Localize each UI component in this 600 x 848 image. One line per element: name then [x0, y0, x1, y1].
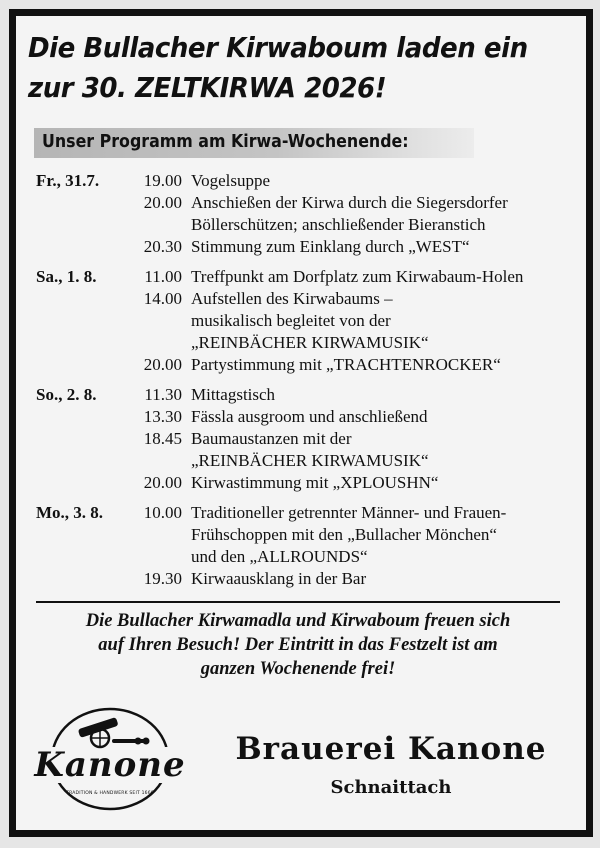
closing-message: [30, 609, 566, 681]
entry-time: 19.30: [143, 569, 182, 588]
day-label: [36, 428, 128, 472]
kanone-logo: [34, 705, 186, 813]
schedule-entry: [36, 288, 566, 354]
day-label: [36, 472, 128, 494]
entry-description: [191, 266, 566, 288]
entry-description: [191, 568, 566, 590]
entry-time: 18.45: [143, 429, 182, 448]
entry-time: 20.30: [143, 237, 182, 256]
schedule-day: [36, 502, 566, 590]
brewery-name: Brauerei Kanone: [235, 731, 547, 767]
schedule-entry: [36, 406, 566, 428]
entry-line: Fässla ausgroom und anschließend: [191, 407, 428, 426]
entry-description: [191, 384, 566, 406]
entry-time: 20.00: [143, 355, 182, 374]
schedule: [36, 170, 566, 598]
entry-line: Anschießen der Kirwa durch die Siegersdorfer: [191, 193, 508, 212]
day-label: [36, 288, 128, 354]
schedule-entry: [36, 472, 566, 494]
entry-line: Böllerschützen; anschließender Bieranstich: [191, 215, 486, 234]
entry-line: musikalisch begleitet von der: [191, 311, 391, 330]
schedule-day: [36, 266, 566, 376]
headline-line-1: Die Bullacher Kirwaboum laden ein: [28, 31, 528, 64]
entry-time: 11.00: [144, 267, 182, 286]
entry-line: Stimmung zum Einklang durch „WEST“: [191, 237, 470, 256]
entry-description: [191, 170, 566, 192]
day-label: Mo., 3. 8.: [36, 503, 104, 522]
schedule-entry: [36, 354, 566, 376]
entry-line: und den „ALLROUNDS“: [191, 547, 368, 566]
schedule-entry: [36, 502, 566, 568]
entry-description: [191, 502, 566, 568]
entry-time: 20.00: [143, 193, 182, 212]
entry-time: 14.00: [143, 289, 182, 308]
entry-line: Aufstellen des Kirwabaums –: [191, 289, 393, 308]
entry-line: Vogelsuppe: [191, 171, 271, 190]
closing-line-3: ganzen Wochenende frei!: [200, 659, 396, 679]
day-label: Sa., 1. 8.: [36, 267, 97, 286]
schedule-entry: [36, 236, 566, 258]
entry-description: [191, 406, 566, 428]
headline-line-2: zur 30. ZELTKIRWA 2026!: [28, 71, 387, 104]
brewery-town: Schnaittach: [330, 777, 452, 798]
entry-time: 13.30: [143, 407, 182, 426]
day-label: Fr., 31.7.: [36, 171, 100, 190]
entry-line: Treffpunkt am Dorfplatz zum Kirwabaum-Holen: [191, 267, 524, 286]
logo-wordmark: Kanone: [34, 745, 186, 785]
entry-line: „REINBÄCHER KIRWAMUSIK“: [191, 451, 429, 470]
schedule-entry: [36, 384, 566, 406]
entry-line: Traditioneller getrennter Männer- und Frauen-: [191, 503, 507, 522]
entry-line: „REINBÄCHER KIRWAMUSIK“: [191, 333, 429, 352]
program-heading: Unser Programm am Kirwa-Wochenende:: [42, 131, 409, 152]
entry-line: Frühschoppen mit den „Bullacher Mönchen“: [191, 525, 497, 544]
day-label: [36, 406, 128, 428]
entry-time: 20.00: [143, 473, 182, 492]
schedule-entry: [36, 192, 566, 236]
schedule-entry: [36, 170, 566, 192]
entry-line: Baumaustanzen mit der: [191, 429, 352, 448]
schedule-entry: [36, 568, 566, 590]
closing-line-1: Die Bullacher Kirwamadla und Kirwaboum freuen sich: [85, 611, 511, 631]
entry-time: 19.00: [143, 171, 182, 190]
entry-line: Kirwaausklang in der Bar: [191, 569, 367, 588]
schedule-entry: [36, 266, 566, 288]
entry-time: 11.30: [144, 385, 182, 404]
day-label: [36, 354, 128, 376]
divider: [36, 601, 560, 603]
entry-description: [191, 236, 566, 258]
day-label: [36, 236, 128, 258]
entry-description: [191, 472, 566, 494]
entry-time: 10.00: [143, 503, 182, 522]
entry-description: [191, 354, 566, 376]
day-label: [36, 192, 128, 236]
headline: [28, 28, 530, 108]
entry-description: [191, 428, 566, 472]
program-heading-bar: [34, 128, 474, 158]
entry-description: [191, 288, 566, 354]
day-label: So., 2. 8.: [36, 385, 97, 404]
entry-description: [191, 192, 566, 236]
schedule-day: [36, 384, 566, 494]
schedule-day: [36, 170, 566, 258]
entry-line: Partystimmung mit „TRACHTENROCKER“: [191, 355, 501, 374]
day-label: [36, 568, 128, 590]
entry-line: Kirwastimmung mit „XPLOUSHN“: [191, 473, 439, 492]
schedule-entry: [36, 428, 566, 472]
entry-line: Mittagstisch: [191, 385, 276, 404]
logo-tagline: TRADITION & HANDWERK SEIT 1666: [66, 791, 154, 796]
closing-line-2: auf Ihren Besuch! Der Eintritt in das Festzelt ist am: [98, 635, 498, 655]
